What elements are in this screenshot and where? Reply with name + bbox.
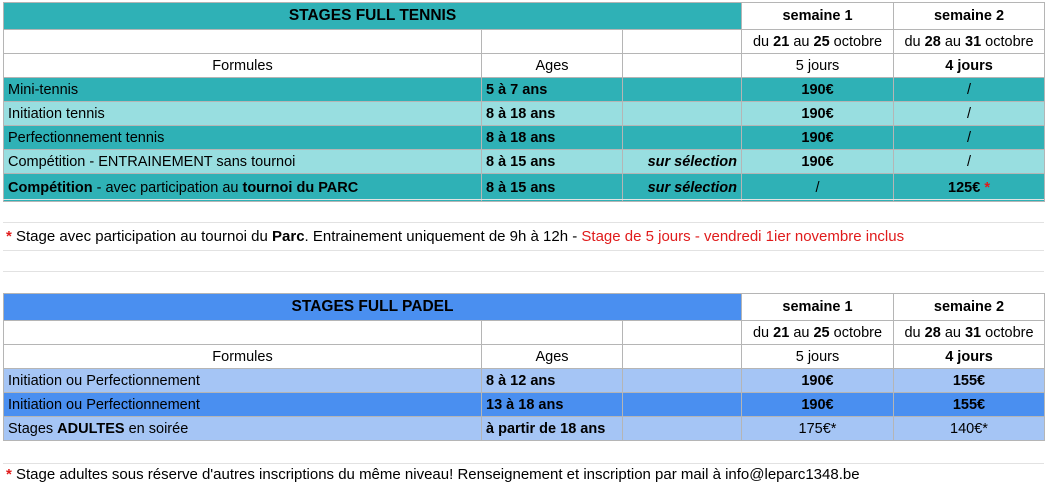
row-note xyxy=(623,102,742,126)
row-week2-price: / xyxy=(894,150,1045,174)
padel-table xyxy=(3,293,1045,441)
padel-week2-days: 4 jours xyxy=(894,345,1045,369)
row-week1-price: 175€* xyxy=(742,417,894,441)
asterisk-marker: * xyxy=(6,228,12,245)
padel-header-row xyxy=(4,345,1045,369)
tennis-week2-label: semaine 2 xyxy=(894,3,1045,30)
row-ages: 13 à 18 ans xyxy=(482,393,623,417)
grid-line xyxy=(3,222,1044,223)
row-formule: Compétition - avec participation au tournoi du PARC xyxy=(4,174,482,202)
tennis-col-formules: Formules xyxy=(4,54,482,78)
tennis-table xyxy=(3,2,1045,202)
row-note: sur sélection xyxy=(623,174,742,202)
padel-col-formules: Formules xyxy=(4,345,482,369)
tennis-week2-days: 4 jours xyxy=(894,54,1045,78)
table-row xyxy=(4,174,1045,202)
row-week2-price: 125€ * xyxy=(894,174,1045,202)
tennis-week2-dates: du 28 au 31 octobre xyxy=(894,30,1045,54)
padel-week1-label: semaine 1 xyxy=(742,294,894,321)
table-row xyxy=(4,150,1045,174)
padel-title: STAGES FULL PADEL xyxy=(4,294,742,321)
tennis-title: STAGES FULL TENNIS xyxy=(4,3,742,30)
table-row xyxy=(4,126,1045,150)
table-row xyxy=(4,102,1045,126)
row-ages: 5 à 7 ans xyxy=(482,78,623,102)
padel-week2-label: semaine 2 xyxy=(894,294,1045,321)
table-row xyxy=(4,369,1045,393)
row-week2-price: 155€ xyxy=(894,369,1045,393)
tennis-footnote: * Stage avec participation au tournoi du Parc. Entrainement uniquement de 9h à 12h - Stage de 5 jours - vendredi 1ier novembre inclus xyxy=(6,228,905,245)
row-week1-price: / xyxy=(742,174,894,202)
grid-line xyxy=(3,250,1044,251)
tennis-week1-days: 5 jours xyxy=(742,54,894,78)
row-note: sur sélection xyxy=(623,150,742,174)
table-row xyxy=(4,393,1045,417)
row-ages: 8 à 18 ans xyxy=(482,102,623,126)
row-ages: 8 à 15 ans xyxy=(482,174,623,202)
row-week2-price: / xyxy=(894,102,1045,126)
row-week1-price: 190€ xyxy=(742,78,894,102)
asterisk-marker: * xyxy=(984,179,990,196)
row-formule: Initiation tennis xyxy=(4,102,482,126)
table-row xyxy=(4,78,1045,102)
tennis-header-row xyxy=(4,54,1045,78)
grid-line xyxy=(3,463,1044,464)
row-week2-price: / xyxy=(894,78,1045,102)
grid-line xyxy=(3,271,1044,272)
padel-week2-dates: du 28 au 31 octobre xyxy=(894,321,1045,345)
padel-dates-row xyxy=(4,321,1045,345)
row-ages: 8 à 18 ans xyxy=(482,126,623,150)
row-formule: Initiation ou Perfectionnement xyxy=(4,369,482,393)
row-formule: Compétition - ENTRAINEMENT sans tournoi xyxy=(4,150,482,174)
tennis-col-ages: Ages xyxy=(482,54,623,78)
row-formule: Stages ADULTES en soirée xyxy=(4,417,482,441)
row-formule: Mini-tennis xyxy=(4,78,482,102)
row-ages: 8 à 12 ans xyxy=(482,369,623,393)
row-note xyxy=(623,78,742,102)
row-week1-price: 190€ xyxy=(742,102,894,126)
table-row xyxy=(4,417,1045,441)
row-formule: Perfectionnement tennis xyxy=(4,126,482,150)
padel-col-ages: Ages xyxy=(482,345,623,369)
padel-footnote: * Stage adultes sous réserve d'autres inscriptions du même niveau! Renseignement et inscription par mail à info@leparc1348.be xyxy=(6,466,860,483)
grid-line xyxy=(3,199,1044,200)
row-week1-price: 190€ xyxy=(742,393,894,417)
tennis-week1-dates: du 21 au 25 octobre xyxy=(742,30,894,54)
row-week1-price: 190€ xyxy=(742,369,894,393)
padel-week1-days: 5 jours xyxy=(742,345,894,369)
row-ages: à partir de 18 ans xyxy=(482,417,623,441)
row-week1-price: 190€ xyxy=(742,150,894,174)
row-formule: Initiation ou Perfectionnement xyxy=(4,393,482,417)
padel-title-row xyxy=(4,294,1045,321)
row-ages: 8 à 15 ans xyxy=(482,150,623,174)
tennis-title-row xyxy=(4,3,1045,30)
footnote-highlight: Stage de 5 jours - vendredi 1ier novembre inclus xyxy=(581,228,905,245)
tennis-dates-row xyxy=(4,30,1045,54)
row-week1-price: 190€ xyxy=(742,126,894,150)
padel-week1-dates: du 21 au 25 octobre xyxy=(742,321,894,345)
tennis-week1-label: semaine 1 xyxy=(742,3,894,30)
row-note xyxy=(623,126,742,150)
row-week2-price: / xyxy=(894,126,1045,150)
row-week2-price: 140€* xyxy=(894,417,1045,441)
row-week2-price: 155€ xyxy=(894,393,1045,417)
asterisk-marker: * xyxy=(6,466,12,483)
